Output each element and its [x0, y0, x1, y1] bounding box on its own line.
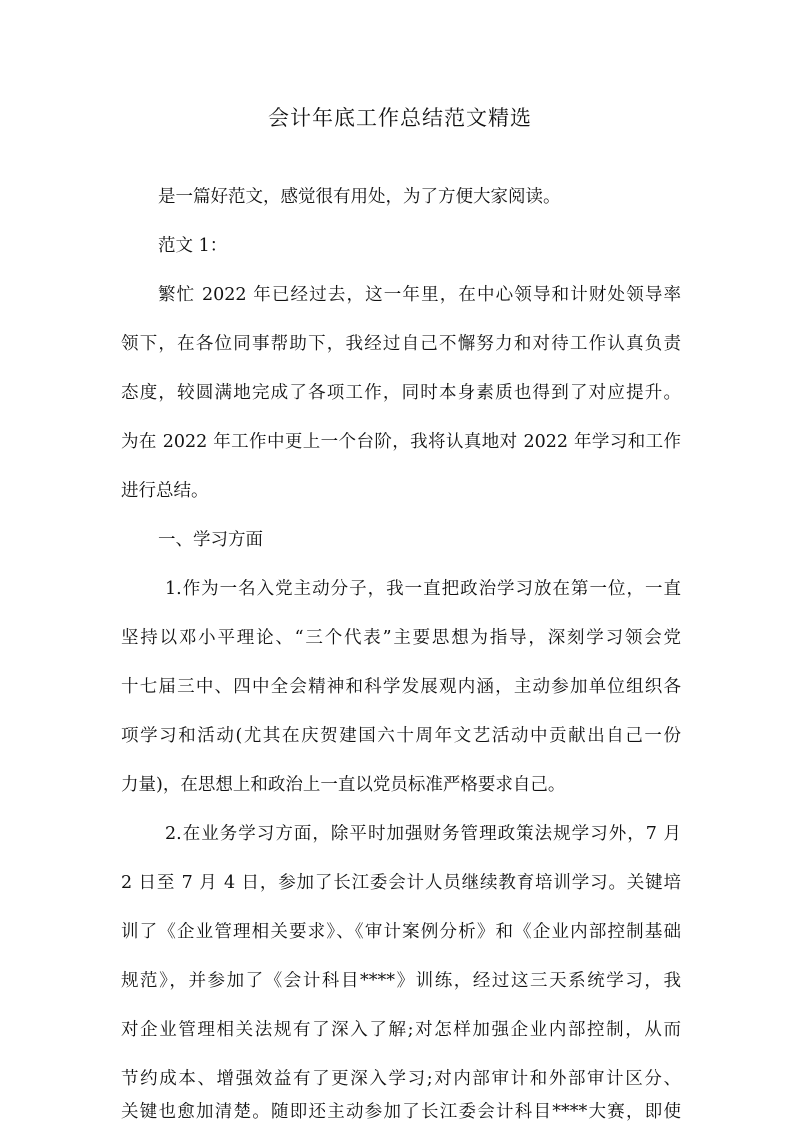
body-line: 2 日至 7 月 4 日，参加了长江委会计人员继续教育培训学习。关键培	[121, 873, 681, 893]
body-line-intro: 是一篇好范文，感觉很有用处，为了方便大家阅读。	[158, 187, 561, 207]
body-line: 坚持以邓小平理论、“三个代表”主要思想为指导，深刻学习领会党	[121, 628, 681, 648]
document-title: 会计年底工作总结范文精选	[268, 106, 532, 130]
body-line: 力量)，在思想上和政治上一直以党员标准严格要求自己。	[121, 775, 566, 795]
body-line: 十七届三中、四中全会精神和科学发展观内涵，主动参加单位组织各	[121, 677, 681, 697]
section-heading-study: 一、学习方面	[158, 530, 263, 550]
body-line: 1.作为一名入党主动分子，我一直把政治学习放在第一位，一直	[165, 579, 681, 599]
body-line: 进行总结。	[121, 481, 209, 501]
body-line-sample-label: 范文 1：	[158, 236, 228, 256]
body-line: 繁忙 2022 年已经过去，这一年里，在中心领导和计财处领导率	[158, 285, 681, 305]
body-line: 规范》，并参加了《会计科目****》训练，经过这三天系统学习，我	[121, 971, 681, 991]
body-line: 对企业管理相关法规有了深入了解;对怎样加强企业内部控制，从而	[121, 1020, 681, 1040]
body-line: 领下，在各位同事帮助下，我经过自己不懈努力和对待工作认真负责	[121, 334, 681, 354]
body-line: 为在 2022 年工作中更上一个台阶，我将认真地对 2022 年学习和工作	[121, 432, 681, 452]
body-line: 关键也愈加清楚。随即还主动参加了长江委会计科目****大赛，即使	[121, 1102, 681, 1122]
body-line: 节约成本、增强效益有了更深入学习;对内部审计和外部审计区分、	[121, 1069, 681, 1089]
body-line: 训了《企业管理相关要求》、《审计案例分析》和《企业内部控制基础	[121, 922, 681, 942]
body-line: 项学习和活动(尤其在庆贺建国六十周年文艺活动中贡献出自己一份	[121, 726, 681, 746]
body-line: 2.在业务学习方面，除平时加强财务管理政策法规学习外，7 月	[165, 824, 681, 844]
body-line: 态度，较圆满地完成了各项工作，同时本身素质也得到了对应提升。	[121, 383, 681, 403]
